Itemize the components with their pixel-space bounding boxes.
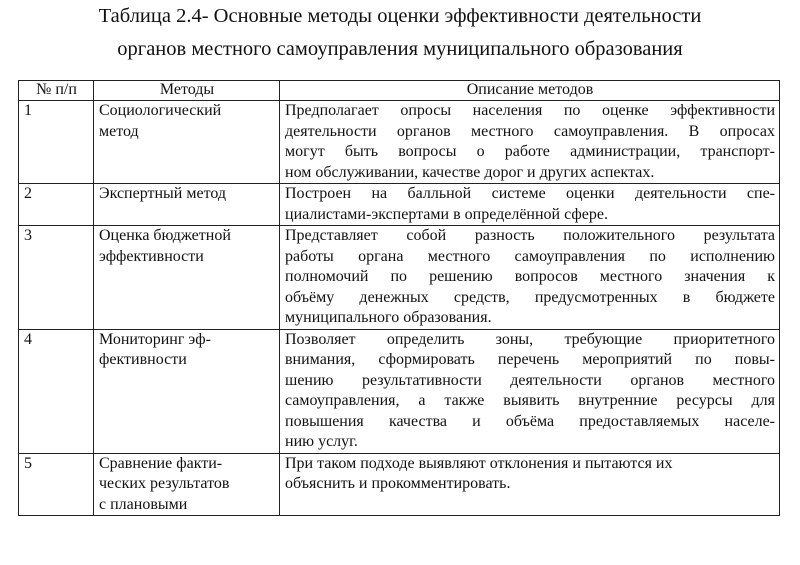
method-line: Мониторинг эф- (99, 330, 211, 348)
method-description (280, 453, 780, 516)
row-number: 5 (19, 453, 94, 516)
method-name (94, 453, 280, 516)
method-description (280, 184, 780, 226)
header-methods: Методы (94, 81, 280, 101)
method-line: фективности (99, 351, 187, 368)
method-description (280, 329, 780, 453)
description-line: При таком подходе выявляют отклонения и пытаются их (285, 454, 673, 472)
description-line: ном обслуживании, качестве дорог и других аспектах. (285, 163, 655, 181)
method-description (280, 101, 780, 184)
method-description (280, 226, 780, 330)
method-line: Социологический (99, 102, 222, 119)
description-line: Позволяет определить зоны, требующие приоритетного (285, 330, 775, 348)
header-description: Описание методов (280, 81, 780, 101)
description-line: деятельности органов местного самоуправления. В опросах (285, 122, 775, 140)
description-line: объёму денежных средств, предусмотренных в бюджете (285, 288, 775, 306)
methods-table (18, 80, 780, 516)
row-number: 3 (19, 226, 94, 330)
method-line: с плановыми (99, 495, 188, 513)
row-number: 2 (19, 184, 94, 226)
description-line: работы органа местного самоуправления по исполнению (285, 247, 775, 265)
description-line: объяснить и прокомментировать. (285, 475, 511, 492)
description-line: Построен на балльной системе оценки деятельности спе- (285, 185, 775, 202)
description-line: могут быть вопросы о работе администрации, транспорт- (285, 143, 775, 160)
description-line: повышения качества и объёма предоставляемых населе- (285, 412, 775, 430)
method-line: Оценка бюджетной (99, 227, 231, 244)
header-row (19, 81, 780, 101)
method-line: метод (99, 122, 139, 140)
table-row (19, 101, 780, 184)
description-line: шению результативности деятельности органов местного (285, 371, 775, 389)
method-name (94, 329, 280, 453)
description-line: циалистами-экспертами в определённой сфере. (285, 205, 608, 223)
description-line: полномочий по решению вопросов местного значения к (285, 268, 775, 285)
table-caption-line-2: органов местного самоуправления муниципального образования (117, 38, 683, 60)
description-line: Предполагает опросы населения по оценке эффективности (285, 102, 775, 119)
method-line: Сравнение факти- (99, 454, 223, 472)
table-row (19, 184, 780, 226)
table-row (19, 329, 780, 453)
method-line: ческих результатов (99, 475, 230, 492)
method-name (94, 226, 280, 330)
method-line: Экспертный метод (99, 185, 227, 202)
description-line: самоуправления, а также выявить внутренние ресурсы для (285, 392, 775, 409)
description-line: Представляет собой разность положительного результата (285, 227, 775, 244)
row-number: 4 (19, 329, 94, 453)
method-line: эффективности (99, 247, 204, 265)
row-number: 1 (19, 101, 94, 184)
table-caption-line-1: Таблица 2.4- Основные методы оценки эффективности деятельности (98, 5, 702, 27)
method-name (94, 184, 280, 226)
method-name (94, 101, 280, 184)
header-number: № п/п (19, 81, 94, 101)
table-row (19, 226, 780, 330)
table-row (19, 453, 780, 516)
description-line: нию услуг. (285, 433, 358, 450)
description-line: муниципального образования. (285, 309, 492, 326)
description-line: внимания, сформировать перечень мероприятий по повы- (285, 351, 775, 368)
